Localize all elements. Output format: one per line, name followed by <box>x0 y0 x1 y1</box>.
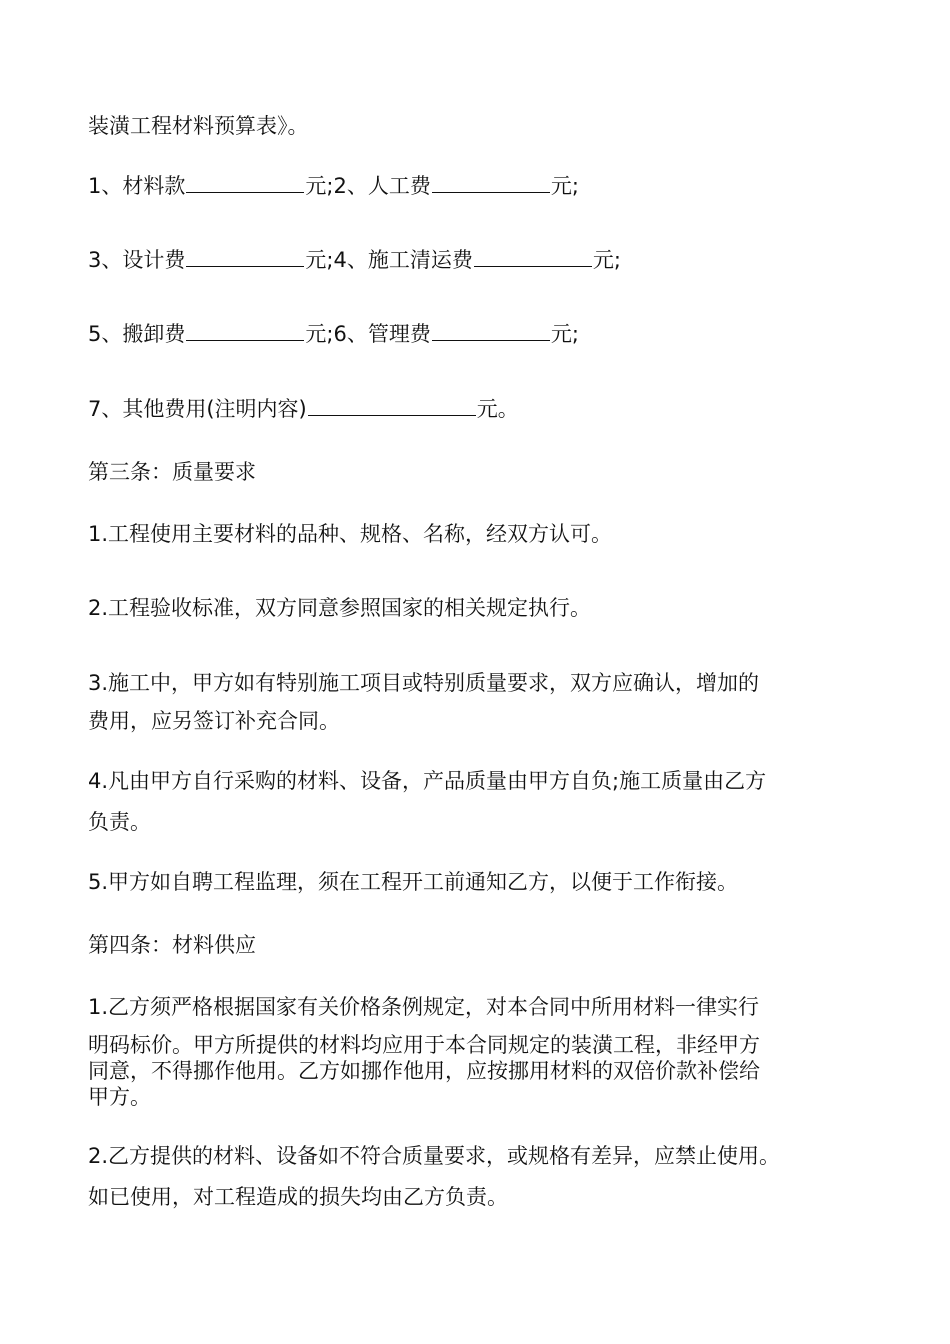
fee-unit-management: 元; <box>550 322 579 346</box>
article3-item-1: 1.工程使用主要材料的品种、规格、名称，经双方认可。 <box>88 522 613 546</box>
intro-tail-text: 装潢工程材料预算表》。 <box>88 114 309 138</box>
fee-blank-design[interactable] <box>186 246 304 267</box>
fee-label-other: 7、其他费用(注明内容) <box>88 397 307 421</box>
fee-unit-design: 元; <box>305 248 334 272</box>
article3-item-4b: 负责。 <box>88 810 151 834</box>
article4-item-1b: 明码标价。甲方所提供的材料均应用于本合同规定的装潢工程，非经甲方 <box>88 1033 760 1057</box>
fee-blank-material[interactable] <box>186 172 304 193</box>
fee-label-design: 3、设计费 <box>88 248 186 272</box>
article3-item-5: 5.甲方如自聘工程监理，须在工程开工前通知乙方，以便于工作衔接。 <box>88 870 739 894</box>
article4-item-1a: 1.乙方须严格根据国家有关价格条例规定，对本合同中所用材料一律实行 <box>88 995 760 1019</box>
fee-label-management: 6、管理费 <box>333 322 431 346</box>
article4-item-2a: 2.乙方提供的材料、设备如不符合质量要求，或规格有差异，应禁止使用。 <box>88 1144 781 1168</box>
fee-unit-other: 元。 <box>476 397 519 421</box>
article4-heading: 第四条：材料供应 <box>88 933 256 957</box>
fee-blank-cleanup[interactable] <box>474 246 592 267</box>
article3-item-3b: 费用，应另签订补充合同。 <box>88 709 340 733</box>
fee-label-labor: 2、人工费 <box>333 174 431 198</box>
article3-item-3a: 3.施工中，甲方如有特别施工项目或特别质量要求，双方应确认，增加的 <box>88 671 760 695</box>
fee-label-cleanup: 4、施工清运费 <box>333 248 473 272</box>
article4-item-1c: 同意，不得挪作他用。乙方如挪作他用，应按挪用材料的双倍价款补偿给 <box>88 1059 760 1083</box>
article3-item-2: 2.工程验收标准，双方同意参照国家的相关规定执行。 <box>88 596 592 620</box>
fee-unit-material: 元; <box>305 174 334 198</box>
fee-unit-handling: 元; <box>305 322 334 346</box>
fee-blank-management[interactable] <box>432 320 550 341</box>
fee-label-handling: 5、搬卸费 <box>88 322 186 346</box>
fee-line-5-6 <box>88 320 579 348</box>
fee-unit-cleanup: 元; <box>592 248 621 272</box>
article4-item-2b: 如已使用，对工程造成的损失均由乙方负责。 <box>88 1185 508 1209</box>
fee-blank-handling[interactable] <box>186 320 304 341</box>
fee-blank-labor[interactable] <box>432 172 550 193</box>
fee-label-material: 1、材料款 <box>88 174 186 198</box>
article3-item-4a: 4.凡由甲方自行采购的材料、设备，产品质量由甲方自负;施工质量由乙方 <box>88 769 767 793</box>
fee-line-3-4 <box>88 246 621 274</box>
fee-line-7 <box>88 395 519 423</box>
fee-unit-labor: 元; <box>550 174 579 198</box>
fee-line-1-2 <box>88 172 579 200</box>
fee-blank-other[interactable] <box>308 395 476 416</box>
article3-heading: 第三条：质量要求 <box>88 460 256 484</box>
article4-item-1d: 甲方。 <box>88 1085 151 1109</box>
